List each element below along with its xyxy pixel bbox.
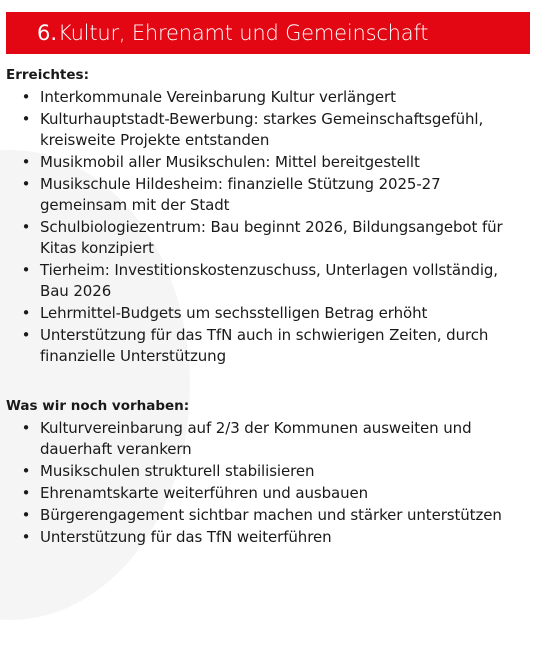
achieved-item [6,217,526,259]
section-header [6,12,530,54]
planned-item [6,527,526,548]
bullet-icon: • [21,419,31,437]
achieved-item [6,325,526,367]
achieved-item [6,109,526,151]
bullet-icon: • [21,506,31,524]
bullet-icon: • [21,88,31,106]
section-number: 6. [37,21,58,45]
section-title: Kultur, Ehrenamt und Gemeinschaft [58,21,429,45]
list-item-text: Bürgerengagement sichtbar machen und stärker unterstützen [40,506,502,524]
bullet-icon: • [21,110,31,128]
list-item-text: Musikmobil aller Musikschulen: Mittel bereitgestellt [40,153,420,171]
achieved-item [6,303,526,324]
bullet-icon: • [21,304,31,322]
bullet-icon: • [21,326,31,344]
bullet-icon: • [21,261,31,279]
planned-item [6,418,526,460]
achieved-item [6,87,526,108]
achieved-item [6,260,526,302]
planned-item [6,461,526,482]
list-item-text: Interkommunale Vereinbarung Kultur verlängert [40,88,396,106]
section-content [6,60,526,549]
list-item-text: Unterstützung für das TfN weiterführen [40,528,332,546]
list-item-text: Musikschule Hildesheim: finanzielle Stützung 2025-27 gemeinsam mit der Stadt [40,175,441,214]
bullet-icon: • [21,153,31,171]
list-item-text: Schulbiologiezentrum: Bau beginnt 2026, Bildungsangebot für Kitas konzipiert [40,218,503,257]
planned-list [6,418,526,548]
planned-heading: Was wir noch vorhaben: [6,398,190,414]
achieved-heading: Erreichtes: [6,67,89,83]
list-item-text: Tierheim: Investitionskostenzuschuss, Unterlagen vollständig, Bau 2026 [40,261,498,300]
bullet-icon: • [21,528,31,546]
list-item-text: Lehrmittel-Budgets um sechsstelligen Betrag erhöht [40,304,428,322]
planned-item [6,483,526,504]
planned-item [6,505,526,526]
list-item-text: Kulturhauptstadt-Bewerbung: starkes Gemeinschaftsgefühl, kreisweite Projekte entstanden [40,110,484,149]
list-item-text: Unterstützung für das TfN auch in schwierigen Zeiten, durch finanzielle Unterstützung [40,326,489,365]
bullet-icon: • [21,218,31,236]
section-spacer [6,368,526,391]
bullet-icon: • [21,462,31,480]
list-item-text: Ehrenamtskarte weiterführen und ausbauen [40,484,369,502]
list-item-text: Kulturvereinbarung auf 2/3 der Kommunen ausweiten und dauerhaft verankern [40,419,472,458]
bullet-icon: • [21,175,31,193]
achieved-item [6,152,526,173]
bullet-icon: • [21,484,31,502]
list-item-text: Musikschulen strukturell stabilisieren [40,462,315,480]
achieved-list [6,87,526,367]
achieved-item [6,174,526,216]
